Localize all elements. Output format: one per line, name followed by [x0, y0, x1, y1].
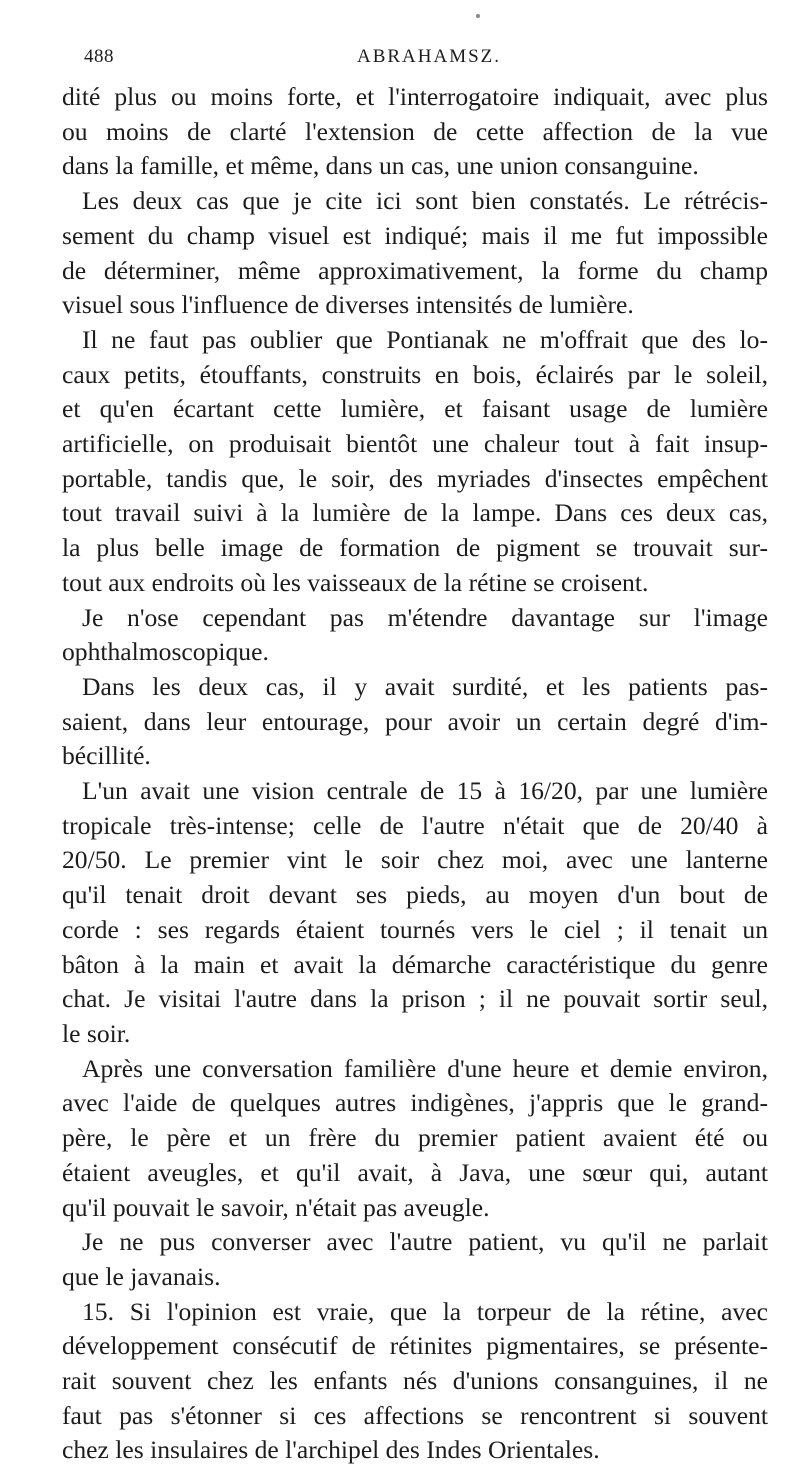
body-text [62, 80, 768, 1468]
text-line: ou moins de clarté l'extension de cette affection de la vue [62, 116, 768, 146]
text-line: Après une conversation familière d'une heure et demie environ, [82, 1053, 768, 1083]
text-line: Je ne pus converser avec l'autre patient, vu qu'il ne parlait [82, 1227, 768, 1257]
text-line: Dans les deux cas, il y avait surdité, et les patients pas- [82, 671, 768, 701]
text-line: le soir. [62, 1018, 131, 1048]
text-line: L'un avait une vision centrale de 15 à 16/20, par une lumière [82, 776, 768, 806]
text-line: tout travail suivi à la lumière de la lampe. Dans ces deux cas, [62, 498, 768, 528]
text-line: Il ne faut pas oublier que Pontianak ne m'offrait que des lo- [82, 324, 768, 354]
text-line: étaient aveugles, et qu'il avait, à Java, une sœur qui, autant [62, 1157, 768, 1187]
running-head: ABRAHAMSZ. [356, 46, 502, 67]
text-line: que le javanais. [62, 1261, 221, 1291]
text-line: chez les insulaires de l'archipel des Indes Orientales. [62, 1435, 600, 1465]
text-line: qu'il tenait droit devant ses pieds, au moyen d'un bout de [62, 880, 768, 910]
text-line: artificielle, on produisait bientôt une chaleur tout à fait insup- [62, 429, 768, 459]
page-header [84, 40, 774, 70]
text-line: avec l'aide de quelques autres indigènes, j'appris que le grand- [62, 1088, 768, 1118]
text-line: dité plus ou moins forte, et l'interrogatoire indiquait, avec plus [62, 82, 768, 111]
text-line: la plus belle image de formation de pigment se trouvait sur- [62, 533, 768, 563]
text-line: tropicale très-intense; celle de l'autre n'était que de 20/40 à [62, 810, 768, 840]
text-line: portable, tandis que, le soir, des myriades d'insectes empêchent [62, 463, 768, 493]
text-line: 20/50. Le premier vint le soir chez moi, avec une lanterne [62, 845, 768, 875]
ink-speck [476, 14, 480, 18]
text-line: père, le père et un frère du premier patient avaient été ou [62, 1123, 768, 1153]
text-line: faut pas s'étonner si ces affections se rencontrent si souvent [62, 1400, 768, 1430]
text-line: caux petits, étouffants, construits en bois, éclairés par le soleil, [62, 359, 768, 389]
text-line: qu'il pouvait le savoir, n'était pas aveugle. [62, 1192, 490, 1222]
text-line: corde : ses regards étaient tournés vers le ciel ; il tenait un [62, 914, 768, 944]
page-number: 488 [84, 46, 114, 67]
text-line: bâton à la main et avait la démarche caractéristique du genre [62, 949, 768, 979]
text-line: ophthalmoscopique. [62, 637, 269, 667]
text-line: dans la famille, et même, dans un cas, une union consanguine. [62, 151, 699, 181]
text-line: sement du champ visuel est indiqué; mais il me fut impossible [62, 220, 768, 250]
text-line: rait souvent chez les enfants nés d'unions consanguines, il ne [62, 1366, 768, 1396]
text-line: et qu'en écartant cette lumière, et faisant usage de lumière [62, 394, 768, 424]
text-line: Je n'ose cependant pas m'étendre davantage sur l'image [82, 602, 768, 632]
text-line: 15. Si l'opinion est vraie, que la torpeur de la rétine, avec [82, 1296, 768, 1326]
text-line: Les deux cas que je cite ici sont bien constatés. Le rétrécis- [82, 186, 768, 216]
text-line: tout aux endroits où les vaisseaux de la rétine se croisent. [62, 567, 649, 597]
text-line: de déterminer, même approximativement, la forme du champ [62, 255, 768, 285]
text-line: développement consécutif de rétinites pigmentaires, se présente- [62, 1331, 768, 1361]
text-line: visuel sous l'influence de diverses intensités de lumière. [62, 290, 634, 320]
text-line: chat. Je visitai l'autre dans la prison ; il ne pouvait sortir seul, [62, 984, 768, 1014]
text-line: saient, dans leur entourage, pour avoir un certain degré d'im- [62, 706, 768, 736]
text-line: bécillité. [62, 741, 151, 771]
